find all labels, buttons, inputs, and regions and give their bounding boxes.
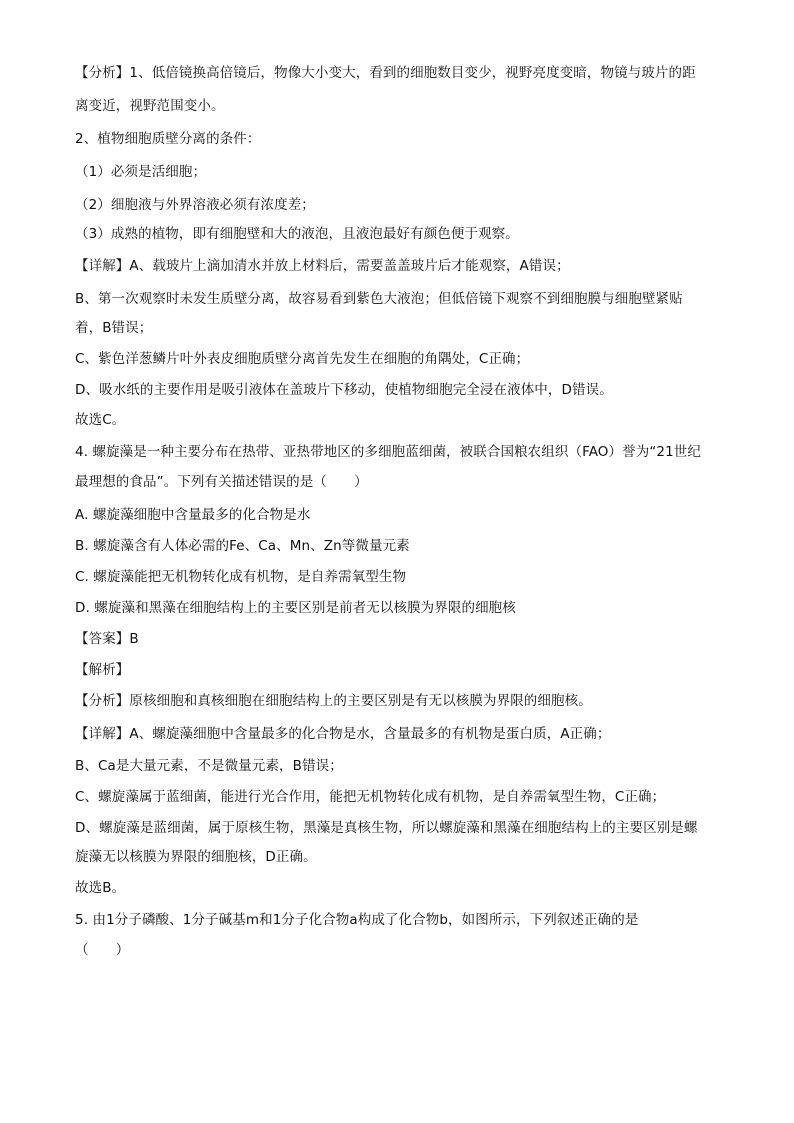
question-4-option-b: B. 螺旋藻含有人体必需的Fe、Ca、Mn、Zn等微量元素 [75, 538, 410, 554]
question-4-answer: 【答案】B [75, 631, 139, 647]
question-4-analysis: 【分析】原核细胞和真核细胞在细胞结构上的主要区别是有无以核膜为界限的细胞核。 [75, 693, 592, 709]
question-4-detail-b: B、Ca是大量元素，不是微量元素，B错误； [75, 758, 343, 774]
analysis-line-1: 【分析】1、低倍镜换高倍镜后，物像大小变大，看到的细胞数目变少，视野亮度变暗，物镜与玻片的距 [75, 65, 696, 81]
question-4-stem-line-1: 4. 螺旋藻是一种主要分布在热带、亚热带地区的多细胞蓝细菌，被联合国粮农组织（FAO）誉为“21世纪 [75, 444, 701, 460]
question-5-stem-line-2: （ ） [75, 942, 130, 958]
condition-3: （3）成熟的植物，即有细胞壁和大的液泡，且液泡最好有颜色便于观察。 [75, 226, 519, 242]
document-page [75, 0, 715, 1123]
plasmolysis-conditions-heading: 2、植物细胞质壁分离的条件： [75, 131, 261, 147]
condition-1: （1）必须是活细胞； [75, 164, 207, 180]
detail-option-d: D、吸水纸的主要作用是吸引液体在盖玻片下移动，使植物细胞完全浸在液体中，D错误。 [75, 382, 613, 398]
detail-option-c: C、紫色洋葱鳞片叶外表皮细胞质壁分离首先发生在细胞的角隅处，C正确； [75, 351, 530, 367]
choice-summary-4: 故选B。 [75, 880, 126, 896]
question-4-option-c: C. 螺旋藻能把无机物转化成有机物，是自养需氧型生物 [75, 569, 407, 585]
detail-option-b-line-1: B、第一次观察时未发生质壁分离，故容易看到紫色大液泡；但低倍镜下观察不到细胞膜与细胞壁紧贴 [75, 291, 683, 307]
question-4-explanation-heading: 【解析】 [75, 662, 130, 678]
detail-option-b-line-2: 着，B错误； [75, 320, 153, 336]
analysis-line-2: 离变近，视野范围变小。 [75, 98, 225, 114]
question-4-stem-line-2: 最理想的食品”。下列有关描述错误的是（ ） [75, 474, 368, 490]
question-5-stem-line-1: 5. 由1分子磷酸、1分子碱基m和1分子化合物a构成了化合物b，如图所示，下列叙述正确的是 [75, 912, 639, 928]
question-4-detail-a: 【详解】A、螺旋藻细胞中含量最多的化合物是水，含量最多的有机物是蛋白质，A正确； [75, 726, 611, 742]
question-4-detail-d-line-1: D、螺旋藻是蓝细菌，属于原核生物，黑藻是真核生物，所以螺旋藻和黑藻在细胞结构上的主要区别是螺 [75, 820, 698, 836]
question-4-detail-c: C、螺旋藻属于蓝细菌，能进行光合作用，能把无机物转化成有机物，是自养需氧型生物，C正确； [75, 789, 666, 805]
condition-2: （2）细胞液与外界溶液必须有浓度差； [75, 197, 315, 213]
question-4-option-d: D. 螺旋藻和黑藻在细胞结构上的主要区别是前者无以核膜为界限的细胞核 [75, 600, 516, 616]
question-4-detail-d-line-2: 旋藻无以核膜为界限的细胞核，D正确。 [75, 849, 317, 865]
question-4-option-a: A. 螺旋藻细胞中含量最多的化合物是水 [75, 507, 311, 523]
choice-summary-3: 故选C。 [75, 412, 126, 428]
detail-option-a: 【详解】A、载玻片上滴加清水并放上材料后，需要盖盖玻片后才能观察，A错误； [75, 258, 570, 274]
